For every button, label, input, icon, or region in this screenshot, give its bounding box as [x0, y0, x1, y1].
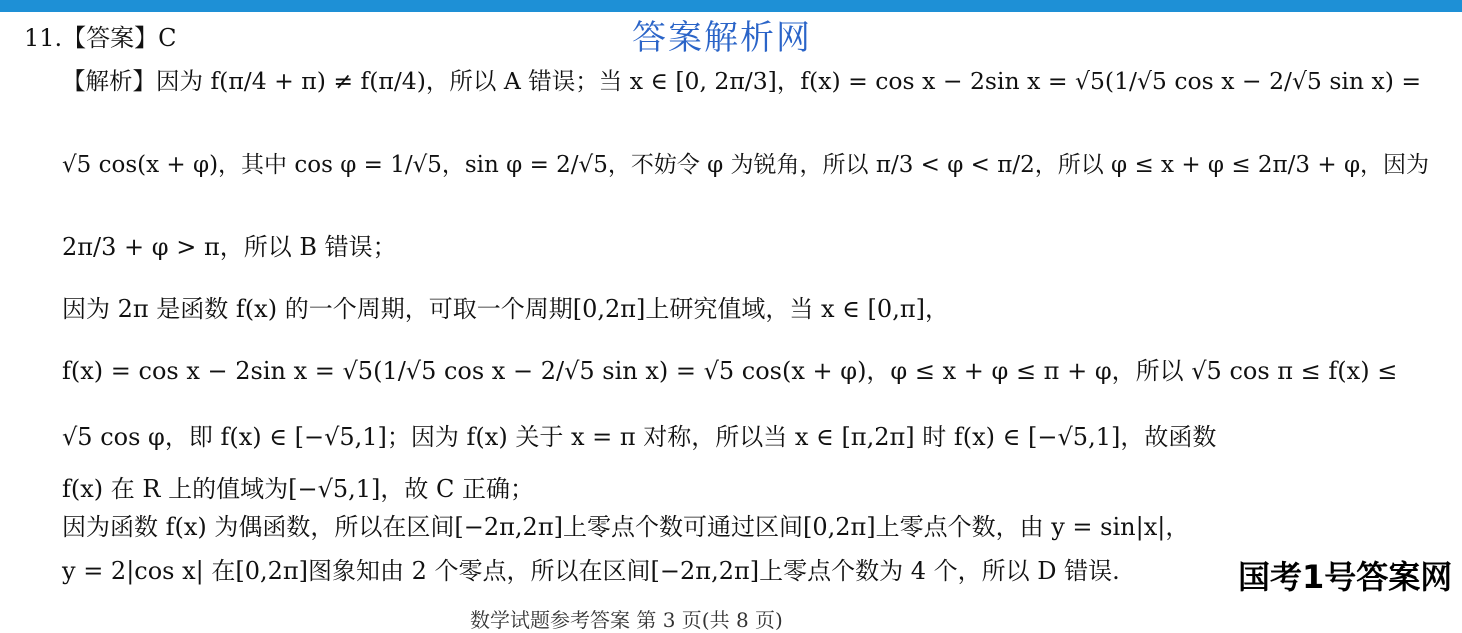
solution-line-7: f(x) 在 R 上的值域为[−√5,1]，故 C 正确；: [62, 475, 535, 503]
solution-line-8: 因为函数 f(x) 为偶函数，所以在区间[−2π,2π]上零点个数可通过区间[0,2π]上零点个数，由 y = sin|x|，: [62, 513, 1190, 541]
answer-label: 【答案】C: [62, 24, 177, 52]
solution-line-1: 【解析】因为 f(π/4 + π) ≠ f(π/4)，所以 A 错误；当 x ∈ [0, 2π/3]，f(x) = cos x − 2sin x = √5(1/√5 cos x − 2/√5 sin x) =: [62, 67, 1422, 95]
solution-line-5: f(x) = cos x − 2sin x = √5(1/√5 cos x − 2/√5 sin x) = √5 cos(x + φ)，φ ≤ x + φ ≤ π + φ，所以 √5 cos π ≤ f(x) ≤: [62, 357, 1398, 385]
watermark-top: 答案解析网: [632, 18, 812, 58]
solution-line-3: 2π/3 + φ > π，所以 B 错误；: [62, 233, 397, 261]
watermark-bottom-right: 国考1号答案网: [1238, 558, 1453, 596]
question-header: [24, 18, 177, 53]
solution-line-6: √5 cos φ，即 f(x) ∈ [−√5,1]；因为 f(x) 关于 x = π 对称，所以当 x ∈ [π,2π] 时 f(x) ∈ [−√5,1]，故函数: [62, 423, 1217, 451]
page-footer: 数学试题参考答案 第 3 页(共 8 页): [470, 608, 783, 632]
solution-line-4: 因为 2π 是函数 f(x) 的一个周期，可取一个周期[0,2π]上研究值域，当 x ∈ [0,π]，: [62, 295, 949, 323]
solution-line-2: √5 cos(x + φ)，其中 cos φ = 1/√5，sin φ = 2/√5，不妨令 φ 为锐角，所以 π/3 < φ < π/2，所以 φ ≤ x + φ ≤ 2π/3 + φ，因为: [62, 152, 1430, 178]
solution-line-9: y = 2|cos x| 在[0,2π]图象知由 2 个零点，所以在区间[−2π,2π]上零点个数为 4 个，所以 D 错误.: [62, 557, 1120, 585]
question-number: 11.: [24, 24, 63, 52]
right-edge-strip: [1452, 12, 1462, 618]
